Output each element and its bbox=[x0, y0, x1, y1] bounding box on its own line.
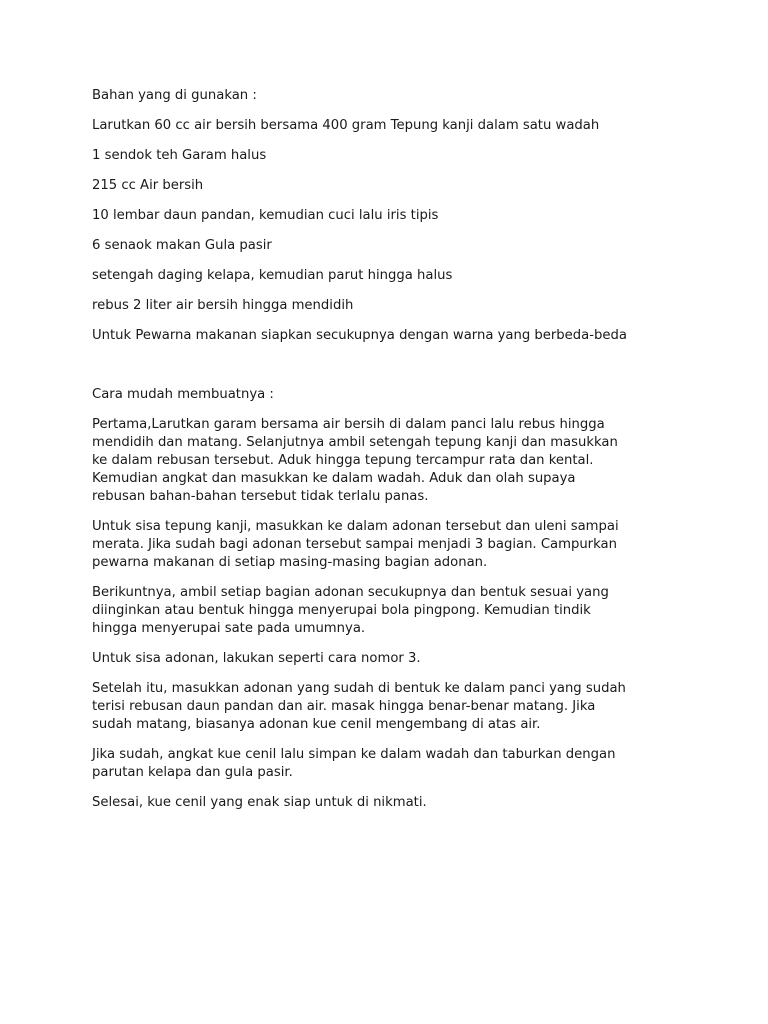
method-heading: Cara mudah membuatnya : bbox=[92, 387, 274, 402]
paragraph-line: Pertama,Larutkan garam bersama air bersih di dalam panci lalu rebus hingga bbox=[92, 417, 605, 432]
method-paragraph bbox=[92, 584, 682, 638]
section-spacer bbox=[92, 357, 682, 386]
paragraph-line: Selesai, kue cenil yang enak siap untuk di nikmati. bbox=[92, 795, 427, 810]
paragraph-line: diinginkan atau bentuk hingga menyerupai bola pingpong. Kemudian tindik bbox=[92, 603, 591, 618]
paragraph-line: Berikuntnya, ambil setiap bagian adonan secukupnya dan bentuk sesuai yang bbox=[92, 585, 609, 600]
ingredient-item: 6 senaok makan Gula pasir bbox=[92, 238, 272, 253]
paragraph-line: merata. Jika sudah bagi adonan tersebut sampai menjadi 3 bagian. Campurkan bbox=[92, 537, 617, 552]
method-paragraph bbox=[92, 650, 682, 668]
paragraph-line: Jika sudah, angkat kue cenil lalu simpan ke dalam wadah dan taburkan dengan bbox=[92, 747, 616, 762]
paragraph-line: pewarna makanan di setiap masing-masing bagian adonan. bbox=[92, 555, 488, 570]
ingredient-item: 10 lembar daun pandan, kemudian cuci lalu iris tipis bbox=[92, 208, 439, 223]
ingredient-item: 215 cc Air bersih bbox=[92, 178, 204, 193]
paragraph-line: mendidih dan matang. Selanjutnya ambil setengah tepung kanji dan masukkan bbox=[92, 435, 618, 450]
method-paragraph bbox=[92, 518, 682, 572]
ingredient-item: setengah daging kelapa, kemudian parut hingga halus bbox=[92, 268, 453, 283]
paragraph-line: ke dalam rebusan tersebut. Aduk hingga tepung tercampur rata dan kental. bbox=[92, 453, 594, 468]
method-paragraph bbox=[92, 746, 682, 782]
paragraph-line: hingga menyerupai sate pada umumnya. bbox=[92, 621, 366, 636]
ingredient-item: Larutkan 60 cc air bersih bersama 400 gram Tepung kanji dalam satu wadah bbox=[92, 118, 600, 133]
paragraph-line: Untuk sisa tepung kanji, masukkan ke dalam adonan tersebut dan uleni sampai bbox=[92, 519, 619, 534]
ingredient-item: Untuk Pewarna makanan siapkan secukupnya dengan warna yang berbeda-beda bbox=[92, 328, 627, 343]
method-paragraph bbox=[92, 416, 682, 506]
paragraph-line: Untuk sisa adonan, lakukan seperti cara nomor 3. bbox=[92, 651, 421, 666]
paragraph-line: sudah matang, biasanya adonan kue cenil mengembang di atas air. bbox=[92, 717, 541, 732]
document-page bbox=[92, 87, 682, 824]
method-paragraph bbox=[92, 680, 682, 734]
paragraph-line: terisi rebusan daun pandan dan air. masak hingga benar-benar matang. Jika bbox=[92, 699, 596, 714]
paragraph-line: parutan kelapa dan gula pasir. bbox=[92, 765, 293, 780]
ingredient-item: 1 sendok teh Garam halus bbox=[92, 148, 267, 163]
method-paragraph bbox=[92, 794, 682, 812]
paragraph-line: rebusan bahan-bahan tersebut tidak terlalu panas. bbox=[92, 489, 429, 504]
paragraph-line: Kemudian angkat dan masukkan ke dalam wadah. Aduk dan olah supaya bbox=[92, 471, 576, 486]
ingredients-heading: Bahan yang di gunakan : bbox=[92, 88, 257, 103]
ingredient-item: rebus 2 liter air bersih hingga mendidih bbox=[92, 298, 354, 313]
paragraph-line: Setelah itu, masukkan adonan yang sudah di bentuk ke dalam panci yang sudah bbox=[92, 681, 626, 696]
